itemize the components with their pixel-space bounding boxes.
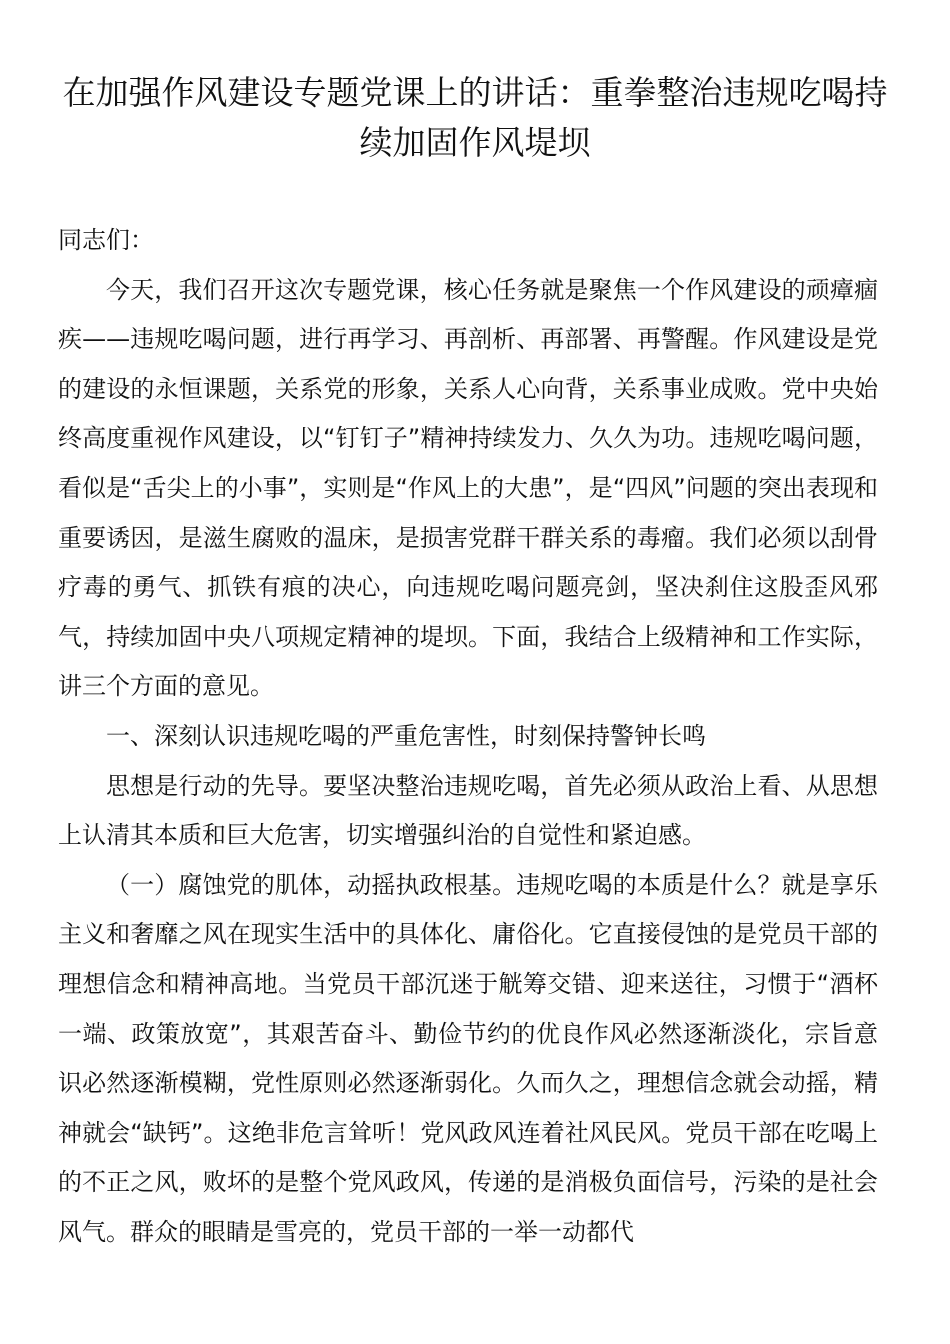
salutation: 同志们： (58, 226, 154, 254)
paragraph-section1-lead: 思想是行动的先导。要坚决整治违规吃喝，首先必须从政治上看、从思想上认清其本质和巨大危害，切实增强纠治的自觉性和紧迫感。 (58, 771, 878, 850)
document-title: 在加强作风建设专题党课上的讲话：重拳整治违规吃喝持续加固作风堤坝 (62, 73, 888, 162)
paragraph-intro: 今天，我们召开这次专题党课，核心任务就是聚焦一个作风建设的顽瘴痼疾——违规吃喝问题，进行再学习、再剖析、再部署、再警醒。作风建设是党的建设的永恒课题，关系党的形象，关系人心向背，关系事业成败。党中央始终高度重视作风建设，以“钉钉子”精神持续发力、久久为功。违规吃喝问题，看似是“舌尖上的小事”，实则是“作风上的大患”，是“四风”问题的突出表现和重要诱因，是滋生腐败的温床，是损害党群干群关系的毒瘤。我们必须以刮骨疗毒的勇气、抓铁有痕的决心，向违规吃喝问题亮剑，坚决刹住这股歪风邪气，持续加固中央八项规定精神的堤坝。下面，我结合上级精神和工作实际，讲三个方面的意见。 (58, 275, 878, 701)
paragraph-section1-point1: （一）腐蚀党的肌体，动摇执政根基。违规吃喝的本质是什么？就是享乐主义和奢靡之风在现实生活中的具体化、庸俗化。它直接侵蚀的是党员干部的理想信念和精神高地。当党员干部沉迷于觥筹交错、迎来送往，习惯于“酒杯一端、政策放宽”，其艰苦奋斗、勤俭节约的优良作风必然逐渐淡化，宗旨意识必然逐渐模糊，党性原则必然逐渐弱化。久而久之，理想信念就会动摇，精神就会“缺钙”。这绝非危言耸听！党风政风连着社风民风。党员干部在吃喝上的不正之风，败坏的是整个党风政风，传递的是消极负面信号，污染的是社会风气。群众的眼睛是雪亮的，党员干部的一举一动都代 (58, 870, 878, 1246)
section-heading-1: 一、深刻认识违规吃喝的严重危害性，时刻保持警钟长鸣 (106, 721, 706, 750)
document-body (58, 216, 878, 1257)
